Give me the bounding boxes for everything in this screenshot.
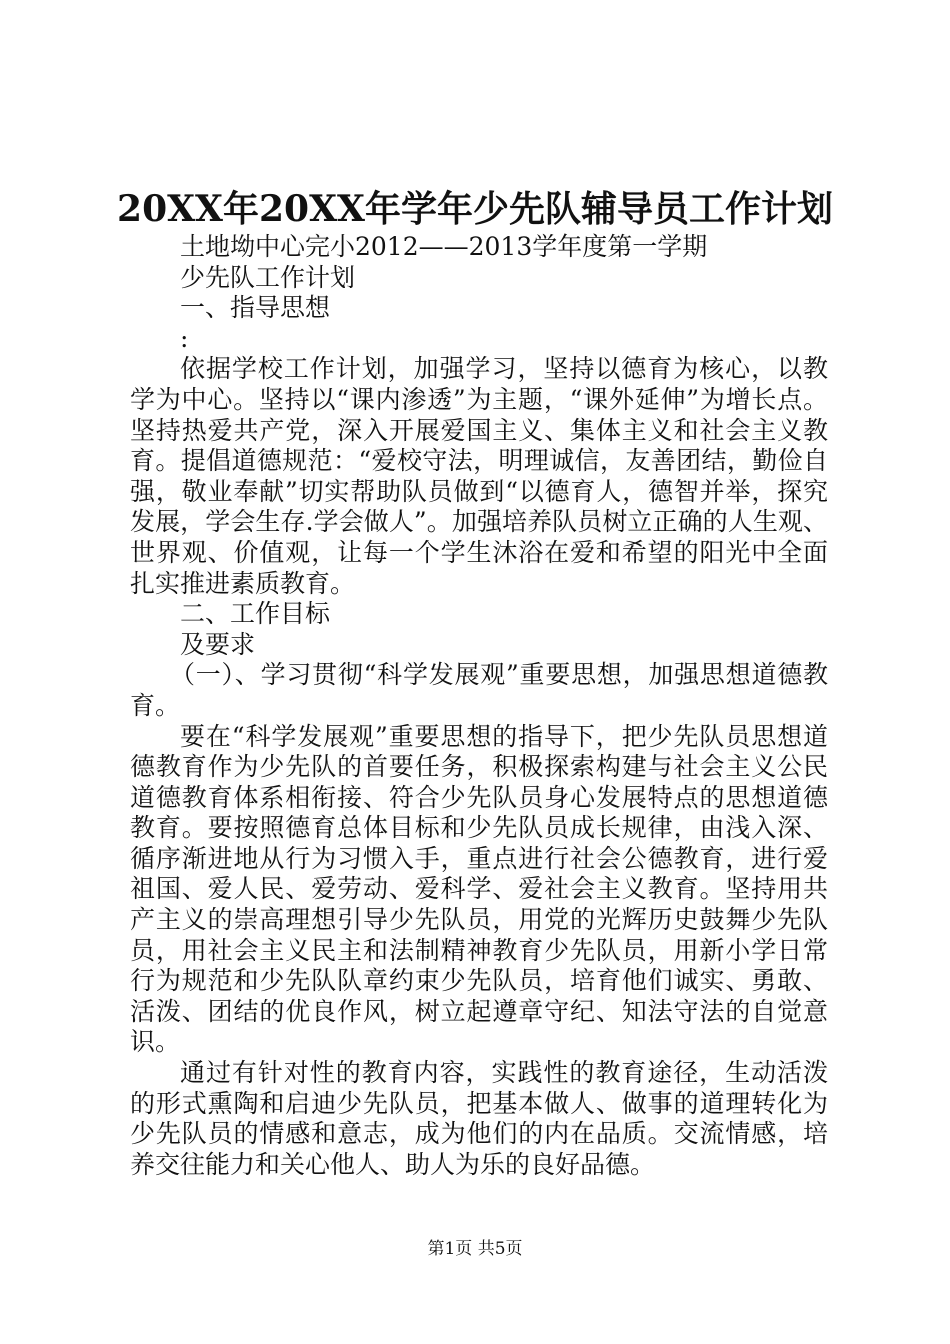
paragraph-practice: 通过有针对性的教育内容，实践性的教育途径，生动活泼的形式熏陶和启迪少先队员，把基本做人、做事的道理转化为少先队员的情感和意志，成为他们的内在品质。交流情感，培养交往能力和关心他人、助人为乐的良好品德。	[130, 1058, 828, 1179]
document-title: 20XX年20XX年学年少先队辅导员工作计划	[117, 188, 833, 230]
paragraph-school-term: 土地坳中心完小2012——2013学年度第一学期	[180, 232, 708, 261]
paragraph-guiding-thought-body: 依据学校工作计划，加强学习，坚持以德育为核心，以教学为中心。坚持以“课内渗透”为主题，“课外延伸”为增长点。坚持热爱共产党，深入开展爱国主义、集体主义和社会主义教育。提倡道德规范：“爱校守法，明理诚信，友善团结，勤俭自强，敬业奉献”切实帮助队员做到“以德育人，德智并举，探究发展，学会生存.学会做人”。加强培养队员树立正确的人生观、世界观、价值观，让每一个学生沐浴在爱和希望的阳光中全面扎实推进素质教育。	[130, 354, 828, 598]
heading-work-goals: 二、工作目标	[180, 599, 331, 629]
heading-guiding-thought: 一、指导思想	[180, 293, 331, 323]
paragraph-colon: :	[180, 323, 189, 353]
heading-requirements: 及要求	[180, 629, 256, 659]
subheading-study-implement: （一）、学习贯彻“科学发展观”重要思想，加强思想道德教育。	[130, 660, 828, 720]
paragraph-moral-education: 要在“科学发展观”重要思想的指导下，把少先队员思想道德教育作为少先队的首要任务，积极探索构建与社会主义公民道德教育体系相衔接、符合少先队员身心发展特点的思想道德教育。要按照德育总体目标和少先队员成长规律，由浅入深、循序渐进地从行为习惯入手，重点进行社会公德教育，进行爱祖国、爱人民、爱劳动、爱科学、爱社会主义教育。坚持用共产主义的崇高理想引导少先队员，用党的光辉历史鼓舞少先队员，用社会主义民主和法制精神教育少先队员，用新小学日常行为规范和少先队队章约束少先队员，培育他们诚实、勇敢、活泼、团结的优良作风，树立起遵章守纪、知法守法的自觉意识。	[130, 721, 828, 1057]
page-footer: 第1页 共5页	[427, 1239, 523, 1259]
paragraph-plan-title: 少先队工作计划	[180, 262, 356, 292]
document-body	[130, 232, 828, 1180]
